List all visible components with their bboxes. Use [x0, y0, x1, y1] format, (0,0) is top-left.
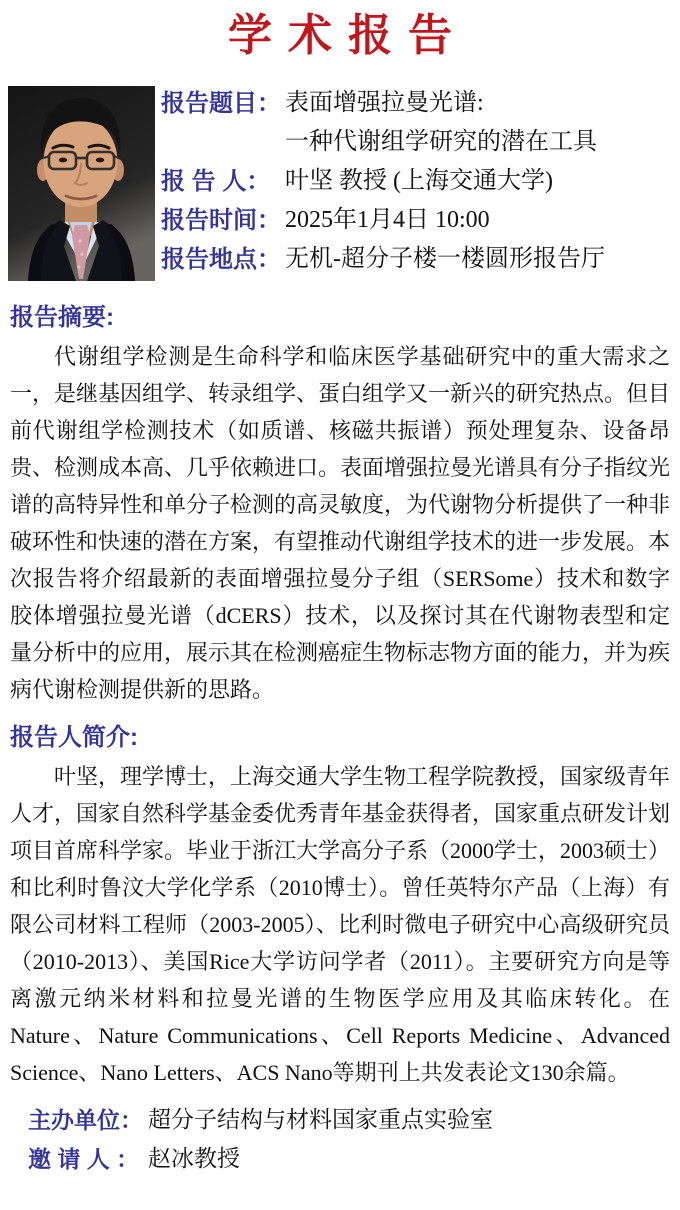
bio-text: 叶坚，理学博士，上海交通大学生物工程学院教授，国家级青年人才，国家自然科学基金委优秀青年基金获得者，国家重点研发计划项目首席科学家。毕业于浙江大学高分子系（2000学士，2003硕士）和比利时鲁汶大学化学系（2010博士）。曾任英特尔产品（上海）有限公司材料工程师（2003-2005）、比利时微电子研究中心高级研究员（2010-2013）、美国Rice大学访问学者（2011）。主要研究方向是等离激元纳米材料和拉曼光谱的生物医学应用及其临床转化。在Nature、Nature Communications、Cell Reports Medicine、Advanced Science、Nano Letters、ACS Nano等期刊上共发表论文130余篇。 [10, 764, 671, 1085]
header [8, 86, 672, 283]
inviter-value: 赵冰教授 [148, 1146, 240, 1171]
speaker-label: 报 告 人： [161, 168, 271, 195]
speaker-photo [8, 86, 155, 281]
page-title: 学术报告 [228, 10, 468, 61]
time-label: 报告时间： [161, 207, 281, 234]
report-title-row-continuation [161, 127, 672, 158]
speaker-row [161, 166, 672, 197]
inviter-label: 邀 请 人 ： [28, 1146, 140, 1172]
organizer-row [28, 1105, 680, 1135]
info-block [161, 86, 672, 283]
report-title-line1: 表面增强拉曼光谱: [285, 90, 484, 116]
bio-heading: 报告人简介: [10, 724, 138, 751]
venue-value: 无机-超分子楼一楼圆形报告厅 [285, 246, 605, 272]
time-row [161, 205, 672, 236]
venue-row [161, 244, 672, 275]
abstract-heading: 报告摘要: [10, 304, 114, 331]
inviter-row [28, 1144, 680, 1174]
speaker-value: 叶坚 教授 (上海交通大学) [285, 168, 553, 194]
report-title-line2: 一种代谢组学研究的潜在工具 [285, 129, 597, 155]
organizer-value: 超分子结构与材料国家重点实验室 [148, 1107, 493, 1132]
organizer-label: 主办单位： [28, 1107, 143, 1133]
venue-label: 报告地点： [161, 246, 281, 273]
report-title-row [161, 88, 672, 119]
time-value: 2025年1月4日 10:00 [285, 207, 490, 233]
speaker-portrait-illustration [8, 86, 155, 281]
footer [28, 1105, 680, 1174]
report-title-label: 报告题目： [161, 90, 281, 117]
abstract-text: 代谢组学检测是生命科学和临床医学基础研究中的重大需求之一，是继基因组学、转录组学、蛋白组学又一新兴的研究热点。但目前代谢组学检测技术（如质谱、核磁共振谱）预处理复杂、设备昂贵、检测成本高、几乎依赖进口。表面增强拉曼光谱具有分子指纹光谱的高特异性和单分子检测的高灵敏度，为代谢物分析提供了一种非破环性和快速的潜在方案，有望推动代谢组学技术的进一步发展。本次报告将介绍最新的表面增强拉曼分子组（SERSome）技术和数字胶体增强拉曼光谱（dCERS）技术，以及探讨其在代谢物表型和定量分析中的应用，展示其在检测癌症生物标志物方面的能力，并为疾病代谢检测提供新的思路。 [10, 344, 671, 702]
